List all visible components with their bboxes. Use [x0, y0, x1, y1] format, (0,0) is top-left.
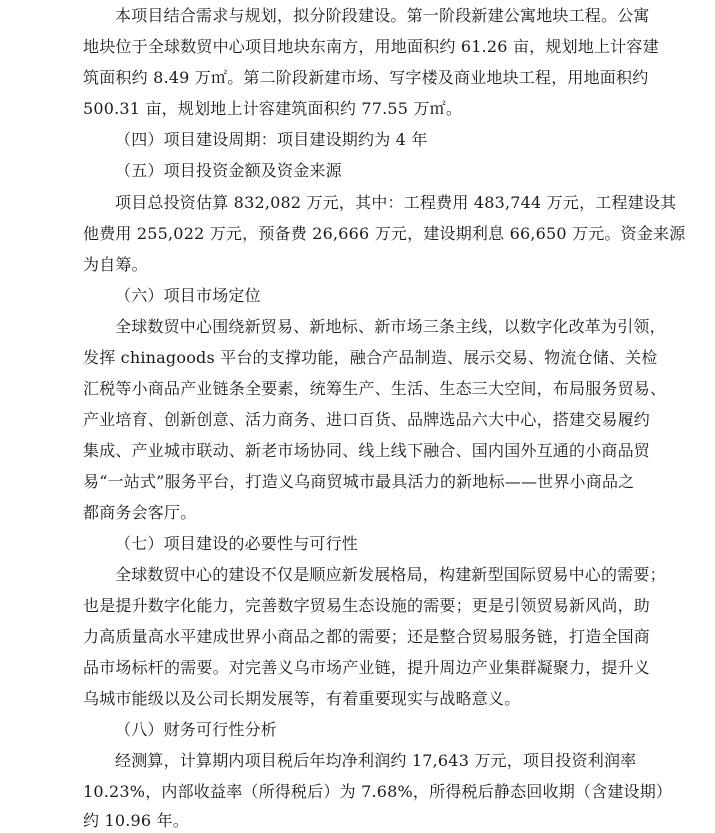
section-heading-financial: （八）财务可行性分析	[115, 720, 278, 739]
text-line: 乌城市能级以及公司长期发展等，有着重要现实与战略意义。	[83, 689, 521, 708]
text-line: 地块位于全球数贸中心项目地块东南方，用地面积约 61.26 亩，规划地上计容建	[83, 37, 659, 56]
text-line: 发挥 chinagoods 平台的支撑功能，融合产品制造、展示交易、物流仓储、关检	[83, 348, 658, 367]
text-line: 品市场标杆的需要。对完善义乌市场产业链，提升周边产业集群凝聚力，提升义	[83, 658, 651, 677]
text-line: 10.23%，内部收益率（所得税后）为 7.68%，所得税后静态回收期（含建设期）	[83, 782, 673, 801]
text-line: 500.31 亩，规划地上计容建筑面积约 77.55 万㎡。	[83, 99, 463, 118]
section-heading-positioning: （六）项目市场定位	[115, 286, 261, 305]
text-line: 都商务会客厅。	[83, 503, 197, 522]
text-line: 也是提升数字化能力，完善数字贸易生态设施的需要；更是引领贸易新风尚，助	[83, 596, 651, 615]
section-heading-investment: （五）项目投资金额及资金来源	[115, 161, 342, 180]
text-line: 力高质量高水平建成世界小商品之都的需要；还是整合贸易服务链，打造全国商	[83, 627, 651, 646]
text-line: 项目总投资估算 832,082 万元，其中：工程费用 483,744 万元，工程建设其	[115, 193, 677, 212]
section-heading-necessity: （七）项目建设的必要性与可行性	[115, 534, 359, 553]
text-line: 集成、产业城市联动、新老市场协同、线上线下融合、国内国外互通的小商品贸	[83, 441, 651, 460]
text-line: 筑面积约 8.49 万㎡。第二阶段新建市场、写字楼及商业地块工程，用地面积约	[83, 68, 649, 87]
section-heading-period: （四）项目建设周期：项目建设期约为 4 年	[115, 130, 428, 149]
text-line: 为自筹。	[83, 255, 148, 274]
text-line: 产业培育、创新创意、活力商务、进口百货、品牌选品六大中心，搭建交易履约	[83, 410, 651, 429]
text-line: 易“一站式”服务平台，打造义乌商贸城市最具活力的新地标——世界小商品之	[83, 472, 635, 491]
text-line: 经测算，计算期内项目税后年均净利润约 17,643 万元，项目投资利润率	[115, 751, 637, 770]
text-line: 他费用 255,022 万元，预备费 26,666 万元，建设期利息 66,650 万元。资金来源	[83, 224, 686, 243]
text-line: 全球数贸中心围绕新贸易、新地标、新市场三条主线，以数字化改革为引领，	[115, 317, 666, 336]
text-line: 约 10.96 年。	[83, 811, 189, 830]
text-line: 本项目结合需求与规划，拟分阶段建设。第一阶段新建公寓地块工程。公寓	[115, 6, 650, 25]
text-line: 全球数贸中心的建设不仅是顺应新发展格局，构建新型国际贸易中心的需要；	[115, 565, 666, 584]
text-line: 汇税等小商品产业链条全要素，统筹生产、生活、生态三大空间，布局服务贸易、	[83, 379, 667, 398]
